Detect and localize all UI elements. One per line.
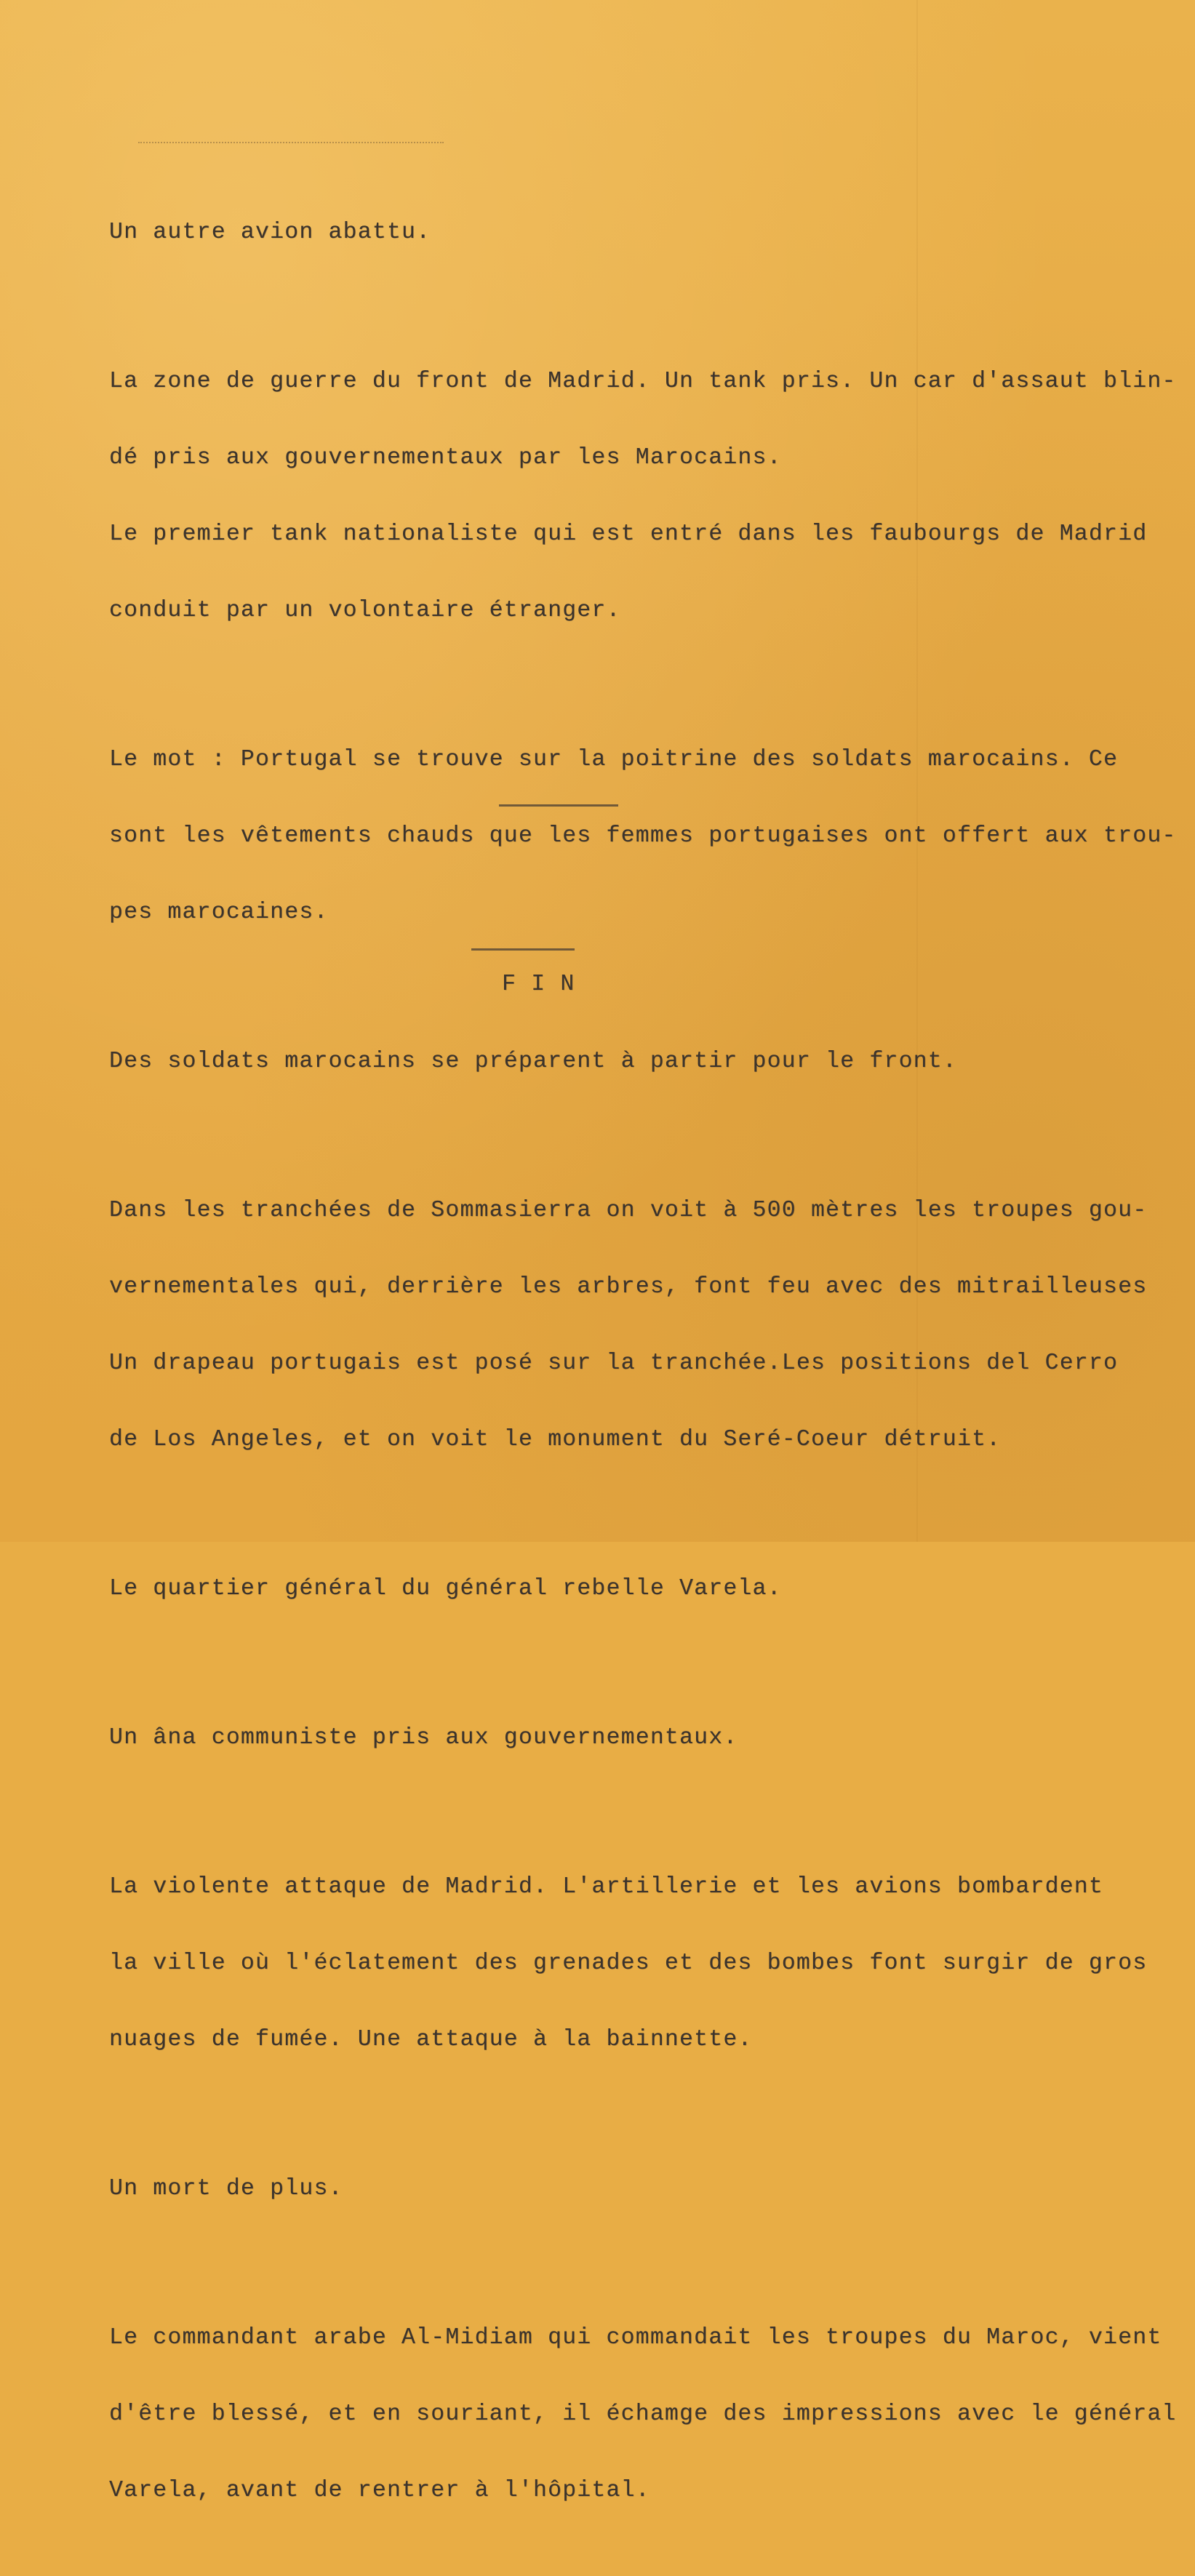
paragraph — [109, 169, 1156, 296]
text-line: Un autre avion abattu. — [109, 220, 431, 245]
paragraph — [109, 1823, 1156, 2103]
end-label: F I N — [502, 972, 575, 997]
text-line: la ville où l'éclatement des grenades et des bombes font surgir de gros — [109, 1951, 1148, 1976]
text-line: Le premier tank nationaliste qui est entré dans les faubourgs de Madrid — [109, 521, 1148, 547]
paragraph — [109, 318, 1177, 674]
text-line: d'être blessé, et en souriant, il échamge des impressions avec le général — [109, 2401, 1177, 2427]
faint-top-marks — [138, 142, 444, 148]
text-line: Dans les tranchées de Sommasierra on voit à 500 mètres les troupes gou- — [109, 1198, 1148, 1223]
paragraph — [109, 1674, 1156, 1801]
text-line: Un âna communiste pris aux gouvernementaux. — [109, 1725, 738, 1751]
paragraph — [109, 696, 1177, 976]
paragraph — [109, 1525, 1156, 1652]
text-line: sont les vêtements chauds que les femmes portugaises ont offert aux trou- — [109, 823, 1177, 849]
text-line: vernementales qui, derrière les arbres, font feu avec des mitrailleuses — [109, 1274, 1148, 1300]
paragraph — [109, 2125, 1156, 2252]
text-line: Un drapeau portugais est posé sur la tranchée.Les positions del Cerro — [109, 1351, 1119, 1376]
text-line: Le commandant arabe Al-Midiam qui commandait les troupes du Maroc, vient — [109, 2325, 1162, 2351]
section-divider — [499, 804, 618, 807]
text-line: conduit par un volontaire étranger. — [109, 598, 621, 623]
paragraph — [109, 1147, 1156, 1503]
text-line: La zone de guerre du front de Madrid. Un tank pris. Un car d'assaut blin- — [109, 369, 1177, 394]
text-line: Des soldats marocains se préparent à partir pour le front. — [109, 1049, 957, 1074]
typed-text-body — [109, 169, 1177, 2576]
paragraph — [109, 2274, 1177, 2554]
text-line: Un mort de plus. — [109, 2176, 343, 2201]
text-line: Le mot : Portugal se trouve sur la poitrine des soldats marocains. Ce — [109, 747, 1119, 772]
text-line: de Los Angeles, et on voit le monument du Seré-Coeur détruit. — [109, 1427, 1002, 1452]
text-line: Le quartier général du général rebelle Varela. — [109, 1576, 782, 1601]
text-line: La violente attaque de Madrid. L'artillerie et les avions bombardent — [109, 1874, 1104, 1900]
text-line: dé pris aux gouvernementaux par les Marocains. — [109, 445, 782, 471]
text-line: nuages de fumée. Une attaque à la bainnette. — [109, 2027, 753, 2052]
end-divider — [471, 948, 575, 951]
text-line: Varela, avant de rentrer à l'hôpital. — [109, 2478, 650, 2503]
text-line: pes marocaines. — [109, 900, 329, 925]
paragraph — [109, 998, 1156, 1125]
